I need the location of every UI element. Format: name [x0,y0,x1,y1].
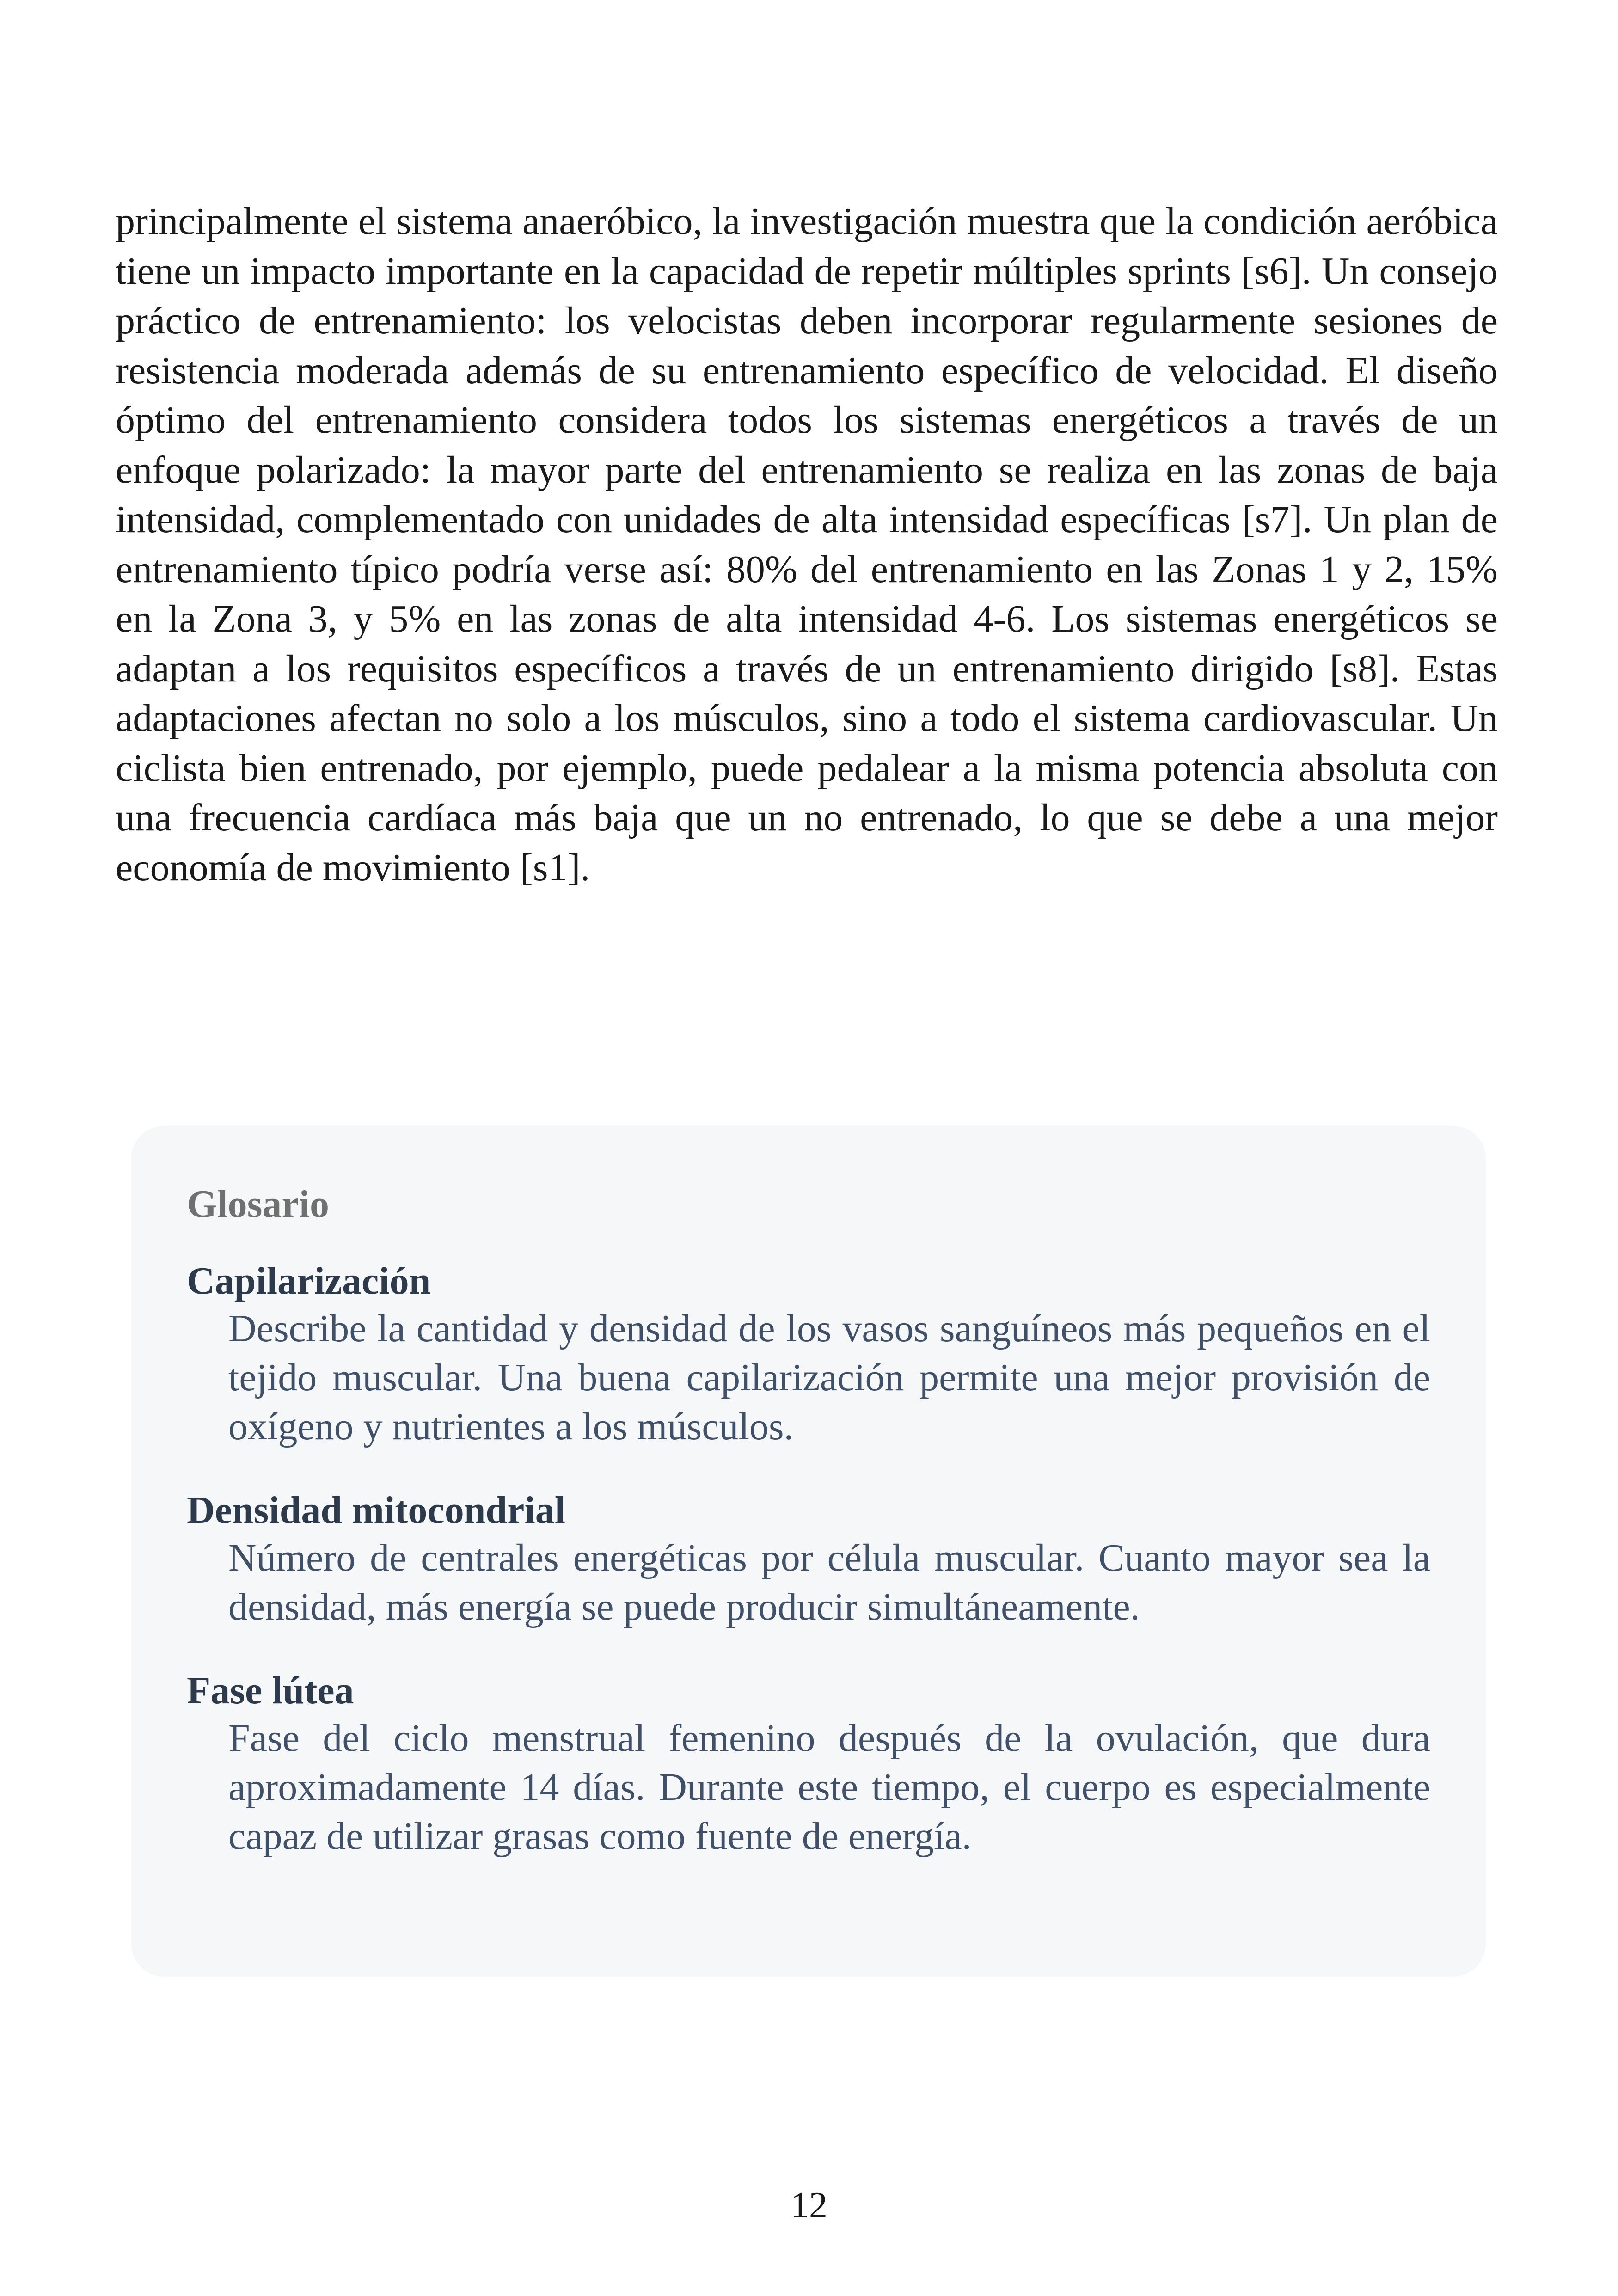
page-number: 12 [791,2185,827,2226]
glossary-title: Glosario [187,1183,329,1226]
glossary-entry [187,1487,1430,1632]
glossary-definition: Número de centrales energéticas por célula muscular. Cuanto mayor sea la densidad, más energía se puede producir simultáneamente. [228,1536,1430,1628]
glossary-definition: Describe la cantidad y densidad de los vasos sanguíneos más pequeños en el tejido muscular. Una buena capilarización permite una mejor provisión de oxígeno y nutrientes a los músculos. [228,1307,1430,1448]
body-paragraph: principalmente el sistema anaeróbico, la investigación muestra que la condición aeróbica tiene un impacto importante en la capacidad de repetir múltiples sprints [s6]. Un consejo práctico de entrenamiento: los velocistas deben incorporar regularmente sesiones de resistencia moderada además de su entrenamiento específico de velocidad. El diseño óptimo del entrenamiento considera todos los sistemas energéticos a través de un enfoque polarizado: la mayor parte del entrenamiento se realiza en las zonas de baja intensidad, complementado con unidades de alta intensidad específicas [s7]. Un plan de entrenamiento típico podría verse así: 80% del entrenamiento en las Zonas 1 y 2, 15% en la Zona 3, y 5% en las zonas de alta intensidad 4-6. Los sistemas energéticos se adaptan a los requisitos específicos a través de un entrenamiento dirigido [s8]. Estas adaptaciones afectan no solo a los músculos, sino a todo el sistema cardiovascular. Un ciclista bien entrenado, por ejemplo, puede pedalear a la misma potencia absoluta con una frecuencia cardíaca más baja que un no entrenado, lo que se debe a una mejor economía de movimiento [s1]. [116,200,1498,889]
glossary-box [131,1126,1486,1977]
glossary-term: Densidad mitocondrial [187,1489,566,1532]
glossary-definition: Fase del ciclo menstrual femenino después de la ovulación, que dura aproximadamente 14 días. Durante este tiempo, el cuerpo es especialmente capaz de utilizar grasas como fuente de energía. [228,1717,1430,1858]
glossary-term: Fase lútea [187,1669,354,1712]
glossary-entry [187,1258,1430,1451]
glossary-term: Capilarización [187,1259,431,1302]
glossary-entry [187,1668,1430,1861]
